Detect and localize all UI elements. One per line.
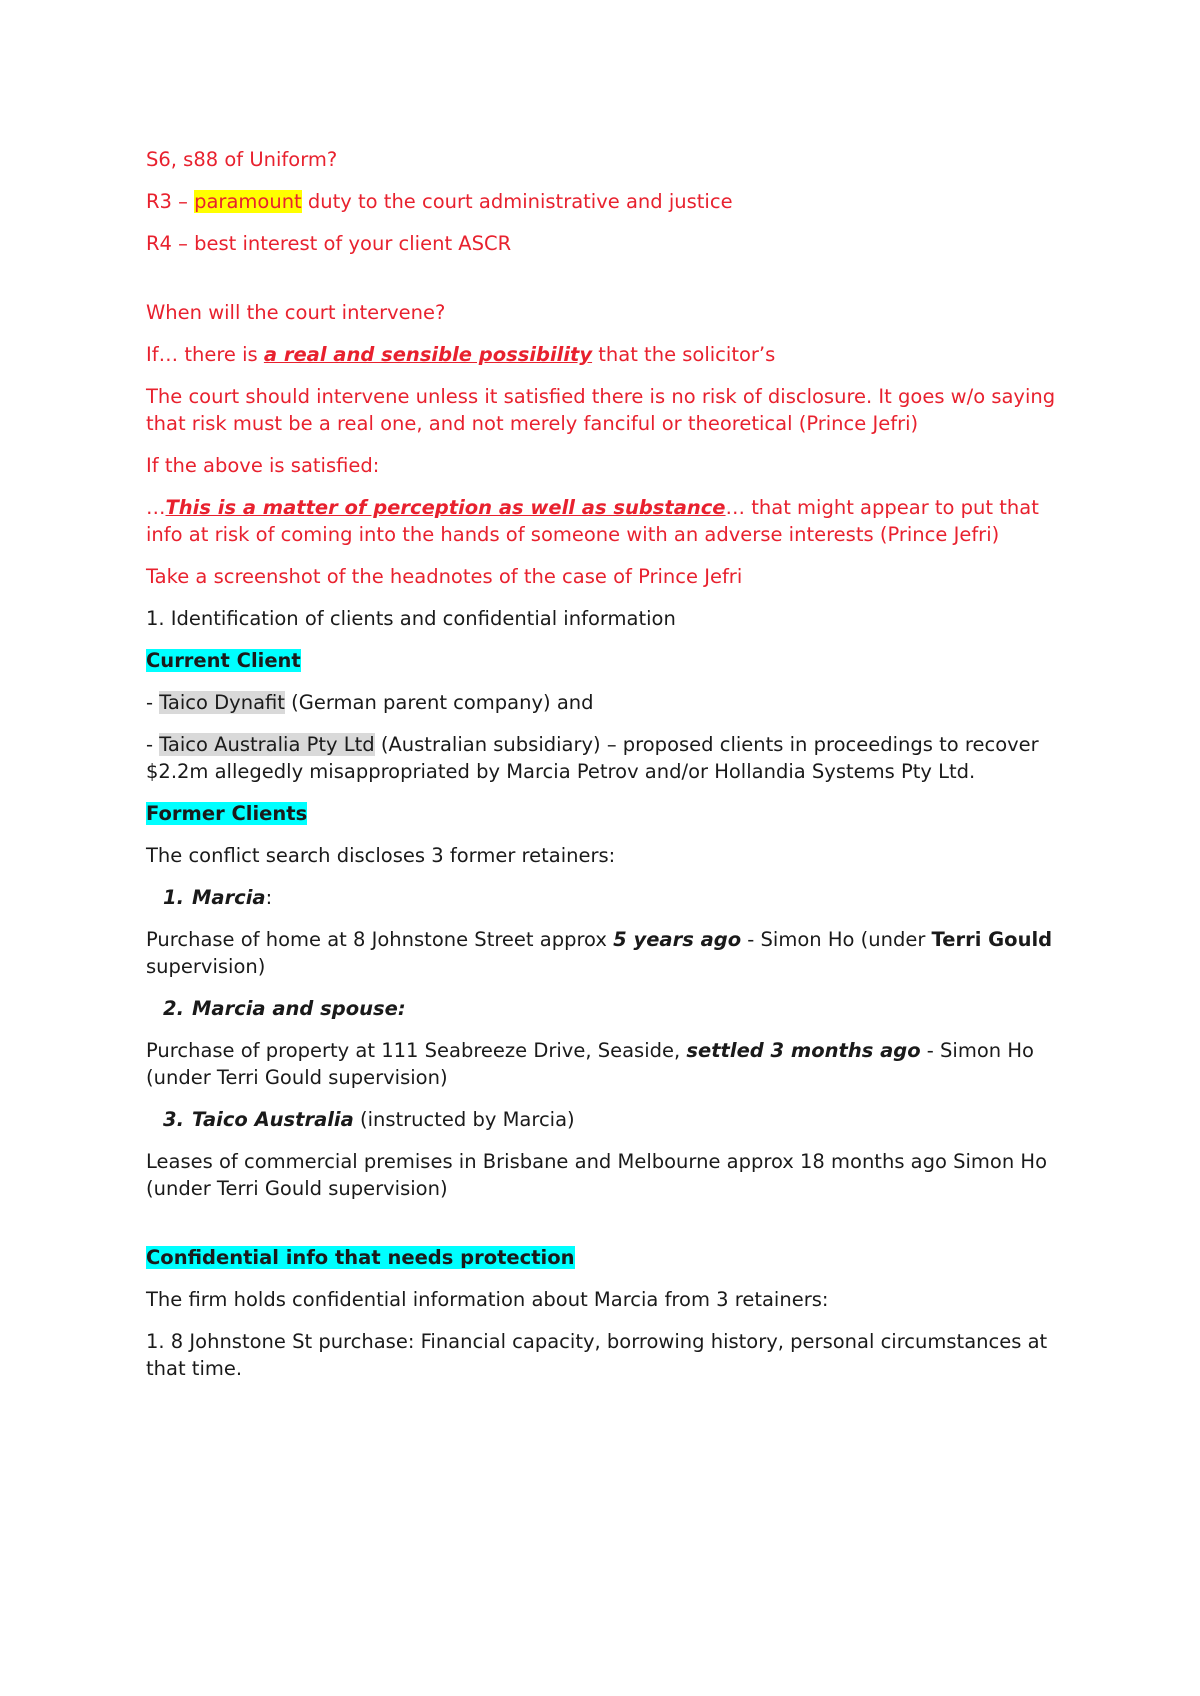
text: If the above is satisfied: — [146, 454, 380, 477]
text: supervision) — [146, 955, 266, 978]
paragraph-screenshot-note — [146, 563, 1066, 590]
text: … — [146, 496, 166, 519]
list-number: 3. — [163, 1108, 184, 1131]
emphasis-real-possibility: a real and sensible possibility — [263, 343, 593, 366]
heading-text: Confidential info that needs protection — [146, 1246, 575, 1269]
emphasis: settled 3 months ago — [686, 1039, 921, 1062]
heading-current-client — [146, 647, 1066, 674]
text: (Australian subsidiary) – proposed clients in proceedings to recover $2.2m allegedly misappropriated by Marcia Petrov and/or Hollandia Systems Pty Ltd. — [146, 733, 1039, 783]
text: When will the court intervene? — [146, 301, 446, 324]
text: : — [265, 886, 273, 909]
paragraph-retainer-3 — [146, 1148, 1066, 1202]
emphasis: 5 years ago — [613, 928, 742, 951]
paragraph-firm-holds — [146, 1286, 1066, 1313]
text: The court should intervene unless it satisfied there is no risk of disclosure. It goes w/o saying that risk must be a real one, and not merely fanciful or theoretical (Prince Jefri) — [146, 385, 1056, 435]
list-title: Marcia and spouse: — [192, 997, 406, 1020]
list-number: 2. — [163, 997, 184, 1020]
text: Purchase of home at 8 Johnstone Street approx — [146, 928, 614, 951]
list-title: Taico Australia — [192, 1108, 354, 1131]
text: - — [146, 733, 160, 756]
paragraph-court-should-intervene — [146, 383, 1066, 437]
heading-text: Former Clients — [146, 802, 308, 825]
paragraph-identification — [146, 605, 1066, 632]
paragraph-real-possibility — [146, 341, 1066, 368]
bold-name: Terri Gould — [931, 928, 1053, 951]
text: S6, s88 of Uniform? — [146, 148, 338, 171]
text: R4 – best interest of your client ASCR — [146, 232, 512, 255]
text: 1. 8 Johnstone St purchase: Financial capacity, borrowing history, personal circumstances at that time. — [146, 1330, 1048, 1380]
text: (German parent company) and — [284, 691, 594, 714]
emphasis-perception: This is a matter of perception as well as substance — [165, 496, 726, 519]
list-item-2 — [146, 995, 1066, 1022]
blank-line — [146, 272, 1066, 299]
text: Leases of commercial premises in Brisbane and Melbourne approx 18 months ago Simon Ho (under Terri Gould supervision) — [146, 1150, 1047, 1200]
paragraph-r3 — [146, 188, 1066, 215]
blank-line — [146, 1217, 1066, 1244]
highlight-paramount: paramount — [194, 190, 302, 213]
text: (instructed by Marcia) — [353, 1108, 575, 1131]
heading-former-clients — [146, 800, 1066, 827]
paragraph-intervene-question — [146, 299, 1066, 326]
text: duty to the court administrative and justice — [301, 190, 733, 213]
text: The firm holds confidential information about Marcia from 3 retainers: — [146, 1288, 829, 1311]
paragraph-client-taico-australia — [146, 731, 1066, 785]
highlight-client-name: Taico Australia Pty Ltd — [159, 733, 375, 756]
heading-confidential-info — [146, 1244, 1066, 1271]
paragraph-retainer-2 — [146, 1037, 1066, 1091]
paragraph-retainer-1 — [146, 926, 1066, 980]
paragraph-r4 — [146, 230, 1066, 257]
list-item-3 — [146, 1106, 1066, 1133]
list-item-1 — [146, 884, 1066, 911]
text: - Simon Ho (under — [741, 928, 932, 951]
heading-text: Current Client — [146, 649, 301, 672]
text: - Simon Ho (under Terri Gould supervision) — [146, 1039, 1034, 1089]
text: R3 – — [146, 190, 195, 213]
paragraph-if-satisfied — [146, 452, 1066, 479]
text: Take a screenshot of the headnotes of the case of Prince Jefri — [146, 565, 743, 588]
highlight-client-name: Taico Dynafit — [159, 691, 285, 714]
text: Purchase of property at 111 Seabreeze Drive, Seaside, — [146, 1039, 687, 1062]
paragraph-confidential-1 — [146, 1328, 1066, 1382]
paragraph-client-dynafit — [146, 689, 1066, 716]
text: 1. Identification of clients and confidential information — [146, 607, 676, 630]
list-title: Marcia — [192, 886, 266, 909]
text: If… there is — [146, 343, 264, 366]
text: - — [146, 691, 160, 714]
text: that the solicitor’s — [592, 343, 776, 366]
paragraph-perception — [146, 494, 1066, 548]
text: … that might appear to put that info at risk of coming into the hands of someone with an adverse interests (Prince Jefri) — [146, 496, 1039, 546]
paragraph-conflict-search — [146, 842, 1066, 869]
text: The conflict search discloses 3 former retainers: — [146, 844, 616, 867]
list-number: 1. — [163, 886, 184, 909]
document-body — [146, 146, 1066, 1397]
paragraph-uniform — [146, 146, 1066, 173]
